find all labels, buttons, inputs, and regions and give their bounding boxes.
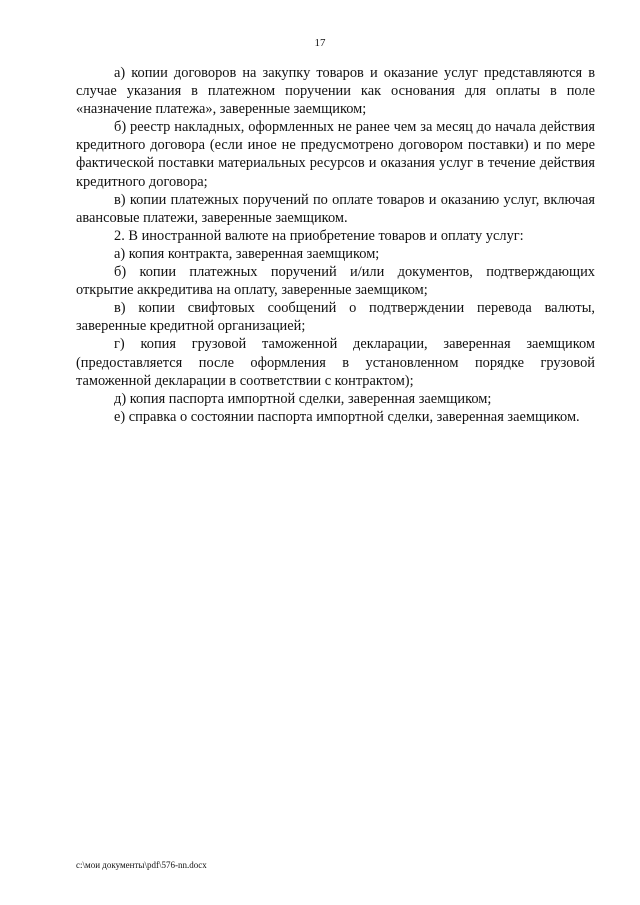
- page-number: 17: [314, 37, 326, 49]
- paragraph-section-2: 2. В иностранной валюте на приобретение товаров и оплату услуг:: [114, 227, 524, 244]
- paragraph-item-d-2: д) копия паспорта импортной сделки, заверенная заемщиком;: [114, 390, 492, 407]
- paragraph-item-a-2: а) копия контракта, заверенная заемщиком;: [114, 245, 380, 262]
- paragraph-item-v-2: в) копии свифтовых сообщений о подтверждении перевода валюты, заверенные кредитной организацией;: [76, 300, 595, 335]
- paragraph-item-b-2: б) копии платежных поручений и/или документов, подтверждающих открытие аккредитива на оплату, заверенные заемщиком;: [76, 264, 595, 299]
- paragraph-item-b: б) реестр накладных, оформленных не ранее чем за месяц до начала действия кредитного договора (если иное не предусмотрено договором поставки) и по мере фактической поставки материальных ресурсов и оказания услуг в течение действия кредитного договора;: [76, 119, 595, 190]
- footer-file-path: c:\мои документы\pdf\576-nn.docx: [76, 860, 207, 870]
- paragraph-item-e-2: е) справка о состоянии паспорта импортной сделки, заверенная заемщиком.: [114, 408, 580, 425]
- paragraph-item-v: в) копии платежных поручений по оплате товаров и оказанию услуг, включая авансовые платежи, заверенные заемщиком.: [76, 191, 595, 226]
- paragraph-item-a: а) копии договоров на закупку товаров и оказание услуг представляются в случае указания в платежном поручении как основания для оплаты в поле «назначение платежа», заверенные заемщиком;: [76, 65, 595, 118]
- paragraph-item-g-2: г) копия грузовой таможенной декларации, заверенная заемщиком (предоставляется после оформления в установленном порядке грузовой таможенной декларации в соответствии с контрактом);: [76, 336, 595, 389]
- document-body: [76, 64, 595, 426]
